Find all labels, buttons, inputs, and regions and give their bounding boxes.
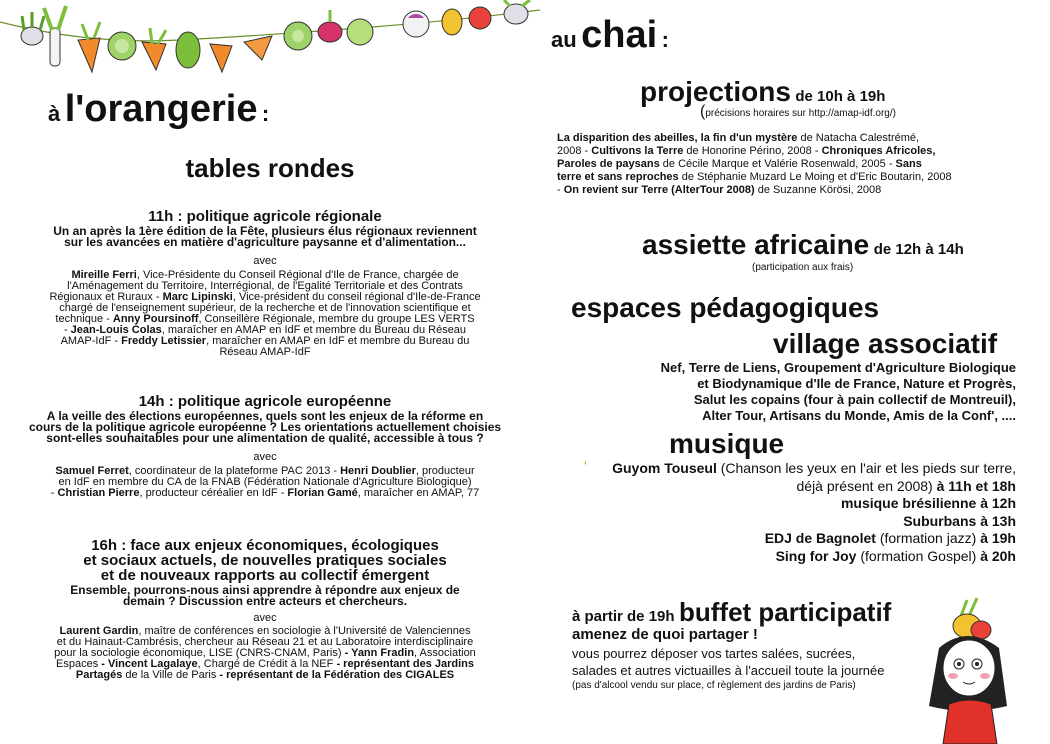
bold-segment: Paroles de paysans [557,158,660,170]
turnip-icon [403,11,429,37]
session-2-speakers [18,466,512,499]
text-segment: , maraîcher en AMAP en IdF et membre du Bureau du [206,335,470,347]
text-segment: (formation jazz) [875,530,981,546]
assiette-hours: de 12h à 14h [873,241,964,258]
text-segment: , maraîcher en AMAP, 77 [357,487,480,499]
text-line [576,530,1016,548]
orangerie-title: l'orangerie [64,88,258,130]
text-segment: (Chanson les yeux en l'air et les pieds sur terre, [716,460,1016,476]
text-segment: chargé de l'enseignement supérieur, de la recherche et de l'innovation scientifique et [59,302,471,314]
text-line [557,145,1027,158]
chai-colon: : [661,27,669,52]
orangerie-prefix: à [48,101,61,126]
bold-segment: Partagés [75,669,123,681]
text-segment: - [557,184,564,196]
buffet-text: vous pourrez déposer vos tartes salées, sucrées, salades et autres victuailles à l'accueil toute la journée [572,646,885,678]
text-segment: , Vice-Présidente du Conseil Régional d'Ile de France, chargée de [136,269,459,281]
bold-segment: Freddy Letissier [121,335,207,347]
musique-title: musique [669,428,785,459]
bold-segment: Christian Pierre [57,487,140,499]
assiette-note: (participation aux frais) [752,262,854,273]
session-3 [18,538,512,681]
lettuce-icon [284,22,312,50]
text-segment: pour la sociologie économique, LISE (CNRS-CNAM, Paris) [54,647,345,659]
radish-icon [318,10,342,42]
bold-segment: Guyom Touseul [612,460,717,476]
session-1-title: 11h : politique agricole régionale [148,208,382,225]
text-segment: déjà présent en 2008) [796,477,937,494]
projections-paren: ( [700,103,706,120]
projections-film-list [557,132,1027,197]
musique-program [576,460,1016,565]
text-segment: Espaces [56,658,102,670]
pear-icon [442,9,462,35]
carrot-icon [210,44,232,72]
lettuce-icon [108,32,136,60]
text-segment: , Association [414,647,476,659]
bold-segment: Anny Poursinoff [112,313,199,325]
session-3-avec: avec [253,612,277,624]
text-line [18,488,512,499]
text-segment: de Honorine Périno, 2008 - [683,145,822,157]
assiette-heading [642,229,964,261]
projections-hours: de 10h à 19h [795,88,886,105]
bold-segment: à 11h et 18h [936,477,1016,494]
session-3-intro: Ensemble, pourrons-nous ainsi apprendre à répondre aux enjeux de demain ? Discussion entre acteurs et chercheurs. [70,583,460,608]
tables-rondes-title: tables rondes [185,153,355,183]
bold-segment: - Yann Fradin [344,647,415,659]
text-segment: et du Hainaut-Cambrésis, chercheur au Réseau 21 et au Laboratoire interdisciplinaire [56,636,474,648]
chai-prefix: au [551,27,577,52]
bold-segment: Florian Gamé [287,487,358,499]
carrot-icon [244,36,272,60]
text-segment: de la Ville de Paris [122,669,220,681]
village-associatif-list: Nef, Terre de Liens, Groupement d'Agriculture Biologique et Biodynamique d'Ile de France, Nature et Progrès, Salut les copains (four à pain collectif de Montreuil), Alter Tour, Artisans du Monde, Amis de la Conf', .... [660,360,1016,423]
text-segment: AMAP-IdF - [60,335,122,347]
chai-heading [551,14,669,57]
lettuce-icon [347,19,373,45]
text-line [557,171,1027,184]
text-line [576,495,1016,513]
bold-segment: On revient sur Terre (AlterTour 2008) [563,184,755,196]
text-segment: - [63,324,71,336]
bold-segment: EDJ de Bagnolet [764,530,876,546]
text-segment: , Chargé de Crédit à la NEF [197,658,337,670]
bold-segment: terre et sans reproches [557,171,679,183]
leek-icon [44,6,66,66]
orangerie-heading [48,88,269,131]
girl-with-fruit-illustration [915,596,1043,744]
text-line [576,478,1016,496]
session-1-speakers [18,270,512,358]
bold-segment: musique brésilienne à 12h [840,495,1016,511]
bold-segment: Samuel Ferret [55,465,129,477]
musique-mark: ' [584,458,587,474]
orangerie-colon: : [261,101,270,126]
text-line [557,132,1027,145]
bold-segment: Marc Lipinski [162,291,233,303]
text-segment: de Stéphanie Muzard Le Moing et d'Eric Boutarin, 2008 [678,171,952,183]
buffet-subtitle: amenez de quoi partager ! [572,626,758,643]
text-segment: 2008 - [557,145,592,157]
projections-note: (précisions horaires sur http://amap-idf.org/) [700,103,896,120]
buffet-prefix: à partir de 19h [572,608,675,625]
text-segment: Réseau AMAP-IdF [219,346,311,358]
apple-icon [469,7,491,29]
session-3-speakers [18,626,512,681]
session-1 [18,208,512,358]
text-segment: en IdF en membre du CA de la FNAB (Fédération Nationale d'Agriculture Biologique) [58,476,472,488]
session-2 [18,393,512,499]
bold-segment: Sing for Joy [775,547,857,564]
bold-segment: Mireille Ferri [71,269,137,281]
bold-segment: Jean-Louis Colas [70,324,162,336]
text-line [576,513,1016,531]
text-line [557,184,1027,197]
projections-title: projections [640,76,791,107]
text-segment: , maraîcher en AMAP en IdF et membre du Bureau du Réseau [161,324,467,336]
bold-segment: - représentant des Jardins [336,658,474,670]
text-segment: de Natacha Calestrémé, [797,132,920,144]
text-line [18,347,512,358]
text-segment: , maître de conférences en sociologie à l'Université de Valenciennes [138,625,471,637]
session-2-intro: A la veille des élections européennes, quels sont les enjeux de la réforme en cours de la politique agricole européenne ? Les orientations actuellement choisies sont-elles souhaitables pour une alimentation de qualité, accessible à tous ? [28,409,502,445]
carrot-icon [142,28,166,70]
text-line [18,670,512,681]
carrot-icon [78,22,100,72]
session-2-title: 14h : politique agricole européenne [138,393,392,410]
text-segment: , producteur céréalier en IdF - [139,487,288,499]
bold-segment: - représentant de la Fédération des CIGALES [219,669,455,681]
vegetable-garland-illustration [0,0,540,80]
text-line [576,548,1016,566]
text-segment: , Conseillère Régionale, membre du groupe LES VERTS [198,313,475,325]
assiette-title: assiette africaine [642,229,870,260]
bold-segment: Laurent Gardin [59,625,139,637]
bold-segment: Chroniques Africoles, [821,145,936,157]
text-segment: de Suzanne Körösi, 2008 [754,184,882,196]
bold-segment: à 20h [980,547,1016,564]
text-segment: - [50,487,58,499]
text-line [557,158,1027,171]
text-segment: , Vice-président du conseil régional d'Ile-de-France [232,291,481,303]
bold-segment: à 19h [980,530,1016,546]
bold-segment: Henri Doublier [340,465,416,477]
text-line [576,460,1016,478]
bold-segment: Suburbans à 13h [903,512,1016,529]
text-segment: l'Aménagement du Territoire, Interrégional, de l'Egalité Territoriale et des Contrats [67,280,463,292]
radish-icon [504,0,530,24]
projections-heading [640,76,885,108]
bold-segment: La disparition des abeilles, la fin d'un mystère [557,132,798,144]
buffet-title: buffet participatif [679,597,892,627]
buffet-note: (pas d'alcool vendu sur place, cf règlement des jardins de Paris) [572,680,856,691]
session-1-avec: avec [253,255,277,267]
bold-segment: - Vincent Lagalaye [101,658,198,670]
bold-segment: Cultivons la Terre [591,145,684,157]
text-segment: de Cécile Marque et Valérie Rosenwald, 2005 - [659,158,896,170]
text-segment: (formation Gospel) [856,547,981,564]
text-segment: , producteur [415,465,475,477]
radish-icon [21,12,44,45]
buffet-heading [572,597,891,628]
session-2-avec: avec [253,451,277,463]
leaf-icon [176,32,200,68]
chai-title: chai [581,14,658,56]
session-3-title: 16h : face aux enjeux économiques, écologiques et sociaux actuels, de nouvelles pratiques sociales et de nouveaux rapports au collectif émergent [83,537,447,584]
session-1-intro: Un an après la 1ère édition de la Fête, plusieurs élus régionaux reviennent sur les avancées en matière d'agriculture paysanne et d'alimentation... [53,224,477,249]
village-associatif-title: village associatif [773,328,998,359]
text-segment: technique - [55,313,113,325]
text-segment: , coordinateur de la plateforme PAC 2013 - [128,465,341,477]
text-segment: Régionaux et Ruraux - [49,291,163,303]
espaces-pedagogiques-title: espaces pédagogiques [571,292,880,323]
bold-segment: Sans [895,158,922,170]
